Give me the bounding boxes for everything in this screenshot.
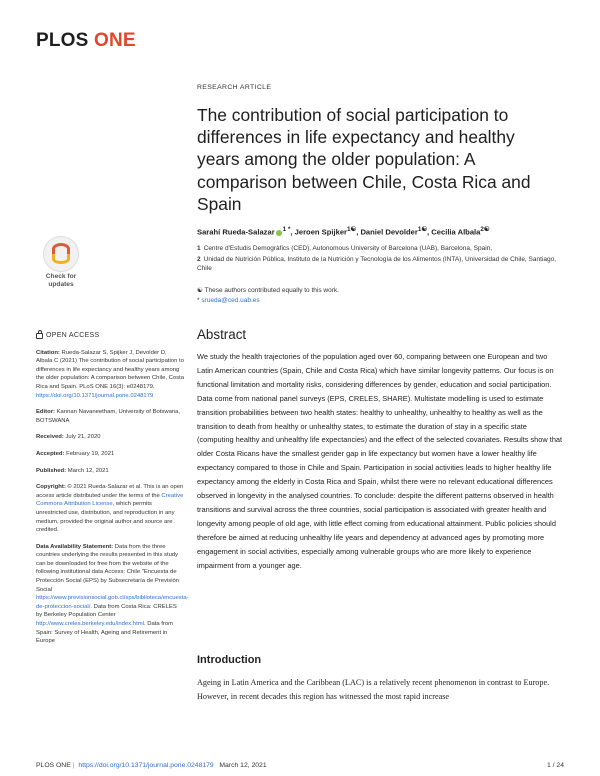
affiliation bbox=[197, 244, 557, 253]
article-info-sidebar bbox=[36, 332, 189, 654]
published-date: Published: March 12, 2021 bbox=[36, 467, 109, 474]
page-number: 1 / 24 bbox=[546, 762, 564, 769]
orcid-icon[interactable] bbox=[276, 230, 282, 236]
footer-doi-link[interactable]: https://doi.org/10.1371/journal.pone.0248179 bbox=[78, 762, 214, 769]
author-marks: 1☯ bbox=[417, 226, 428, 233]
email-prefix: * bbox=[197, 296, 202, 304]
email-link[interactable]: srueda@ced.uab.es bbox=[201, 296, 260, 304]
journal-logo bbox=[36, 30, 136, 52]
page-footer bbox=[36, 762, 564, 769]
data-availability-block: Data Availability Statement: Data from the three countries underlying the results presented in this study can be downloaded for free from the website of the following institutional data Access: Chile "Encuesta de Protección Social (EPS) by Subsecretaría de Previsión Social https://www.previsionsocial.gob.cl/sps/biblioteca/encuesta-de-proteccion-social/. Data from Costa Rica: CRELES by Berkeley Population Center http://www.creles.berkeley.edu/index.html. Data from Spain: Survey of Health, Ageing and Retirement in Europe bbox=[36, 543, 189, 645]
author-notes bbox=[197, 286, 557, 305]
affiliation-text: Centre d'Estudis Demogràfics (CED), Autonomous University of Barcelona (UAB), Barcelona, Spain, bbox=[203, 245, 493, 252]
received-date: Received: July 21, 2020 bbox=[36, 434, 101, 441]
affiliation-number: 1 bbox=[197, 245, 201, 252]
accepted-date: Accepted: February 19, 2021 bbox=[36, 450, 115, 457]
affiliation-number: 2 bbox=[197, 256, 201, 263]
abstract-heading: Abstract bbox=[197, 327, 247, 342]
copyright-block: Copyright: © 2021 Rueda-Salazar et al. This is an open access article distributed under the terms of the Creative Commons Attribution License, which permits unrestricted use, distribution, and reproduction in any medium, provided the original author and source are credited. bbox=[36, 484, 184, 534]
introduction-text: Ageing in Latin America and the Caribbean (LAC) is a relatively recent phenomenon in contrast to Europe. However, in recent decades this region has witnessed the most rapid increase bbox=[197, 678, 550, 701]
footer-date: March 12, 2021 bbox=[219, 762, 267, 769]
footer-citation: PLOS ONE | https://doi.org/10.1371/journal.pone.0248179 March 12, 2021 bbox=[36, 762, 267, 769]
author-marks: 1☯ bbox=[347, 226, 357, 233]
introduction-heading: Introduction bbox=[197, 654, 262, 666]
affiliation bbox=[197, 255, 557, 273]
author-list: Sarahí Rueda-Salazar $^{1 *}$, Jeroen Spijker$^{1☯}$, Daniel Devolder$^{1☯}$, Cecilia Albala$^{2☯}$ bbox=[197, 226, 490, 237]
author-marks: 2☯ bbox=[480, 226, 490, 233]
logo-one: ONE bbox=[94, 30, 136, 51]
author-name[interactable]: Cecilia Albala bbox=[431, 227, 481, 237]
check-for-updates-icon bbox=[43, 236, 79, 272]
author-name[interactable]: Jeroen Spijker bbox=[294, 227, 347, 237]
logo-plos: PLOS bbox=[36, 30, 89, 51]
license-link[interactable]: Creative Commons Attribution License bbox=[36, 492, 184, 508]
affiliation-text: Unidad de Nutrición Pública, Instituto de la Nutrición y Tecnología de los Alimentos (INTA), Universidad de Chile, Santiago, Chile bbox=[197, 256, 557, 272]
citation-doi-link[interactable]: https://doi.org/10.1371/journal.pone.0248179 bbox=[36, 392, 154, 399]
author-name[interactable]: Sarahí Rueda-Salazar bbox=[197, 227, 275, 237]
creles-data-link[interactable]: http://www.creles.berkeley.edu/index.html bbox=[36, 621, 144, 628]
article-type: RESEARCH ARTICLE bbox=[197, 84, 272, 91]
abstract-text: We study the health trajectories of the population aged over 60, comparing between one European and two Latin American countries (Spain, Chile and Costa Rica) which have similar longevity patterns. Our focus is on functional limitation and mortality risks, considering differences by gender, education and social participation. Data come from national panel surveys (EPS, CRELES, SHARE). Multistate modelling is used to estimate transition probabilities between two health states: healthy to unhealthy, unhealthy to healthy as well as the transition to death from healthy or unhealthy states, to estimate the duration of stay in a specific state (computing healthy and unhealthy life expectancies) and the effect of the selected covariates. Results show that older Costa Ricans have the smallest gender gap in life expectancy but women have a lower healthy life expectancy compared to those in Chile and Spain. Participation in social activities leads to higher healthy life expectancy among the elderly in Costa Rica and Spain, whilst there were no relevant educational differences observed in longevity in the analysed countries. To conclude: despite the different patterns observed in health transitions and survival across the three countries, social participation is associated with greater health and longevity among people of old age, with little effect coming from educational attainment. Public policies should therefore be aimed at reducing unhealthy life years and dependency at advanced ages by promoting more engagement in social activities, especially among vulnerable groups who are more likely to experience impairment from a younger age. bbox=[197, 352, 563, 570]
open-access-label: OPEN ACCESS bbox=[36, 332, 184, 341]
open-lock-icon bbox=[36, 333, 43, 339]
author-name[interactable]: Daniel Devolder bbox=[360, 227, 418, 237]
footer-journal: PLOS ONE bbox=[36, 762, 71, 769]
check-for-updates-label: Check for updates bbox=[45, 273, 77, 288]
equal-contribution-note: ☯ These authors contributed equally to this work. bbox=[197, 287, 339, 294]
article-title: The contribution of social participation to differences in life expectancy and healthy years among the older population: A comparison between Chile, Costa Rica and Spain bbox=[197, 105, 531, 214]
editor-block: Editor: Kannan Navaneetham, University of Botswana, BOTSWANA bbox=[36, 409, 181, 424]
citation-block: Citation: Rueda-Salazar S, Spijker J, Devolder D, Albala C (2021) The contribution of social participation to differences in life expectancy and healthy years among the older population: A comparison between Chile, Costa Rica and Spain. PLoS ONE 16(3): e0248179. https://doi.org/10.1371/journal.pone.0248179 bbox=[36, 349, 185, 399]
check-for-updates-badge[interactable] bbox=[36, 236, 86, 288]
author-marks: 1 * bbox=[282, 226, 291, 233]
eps-data-link[interactable]: https://www.previsionsocial.gob.cl/sps/biblioteca/encuesta-de-proteccion-social/ bbox=[36, 595, 189, 610]
corresponding-email-line bbox=[197, 296, 557, 306]
